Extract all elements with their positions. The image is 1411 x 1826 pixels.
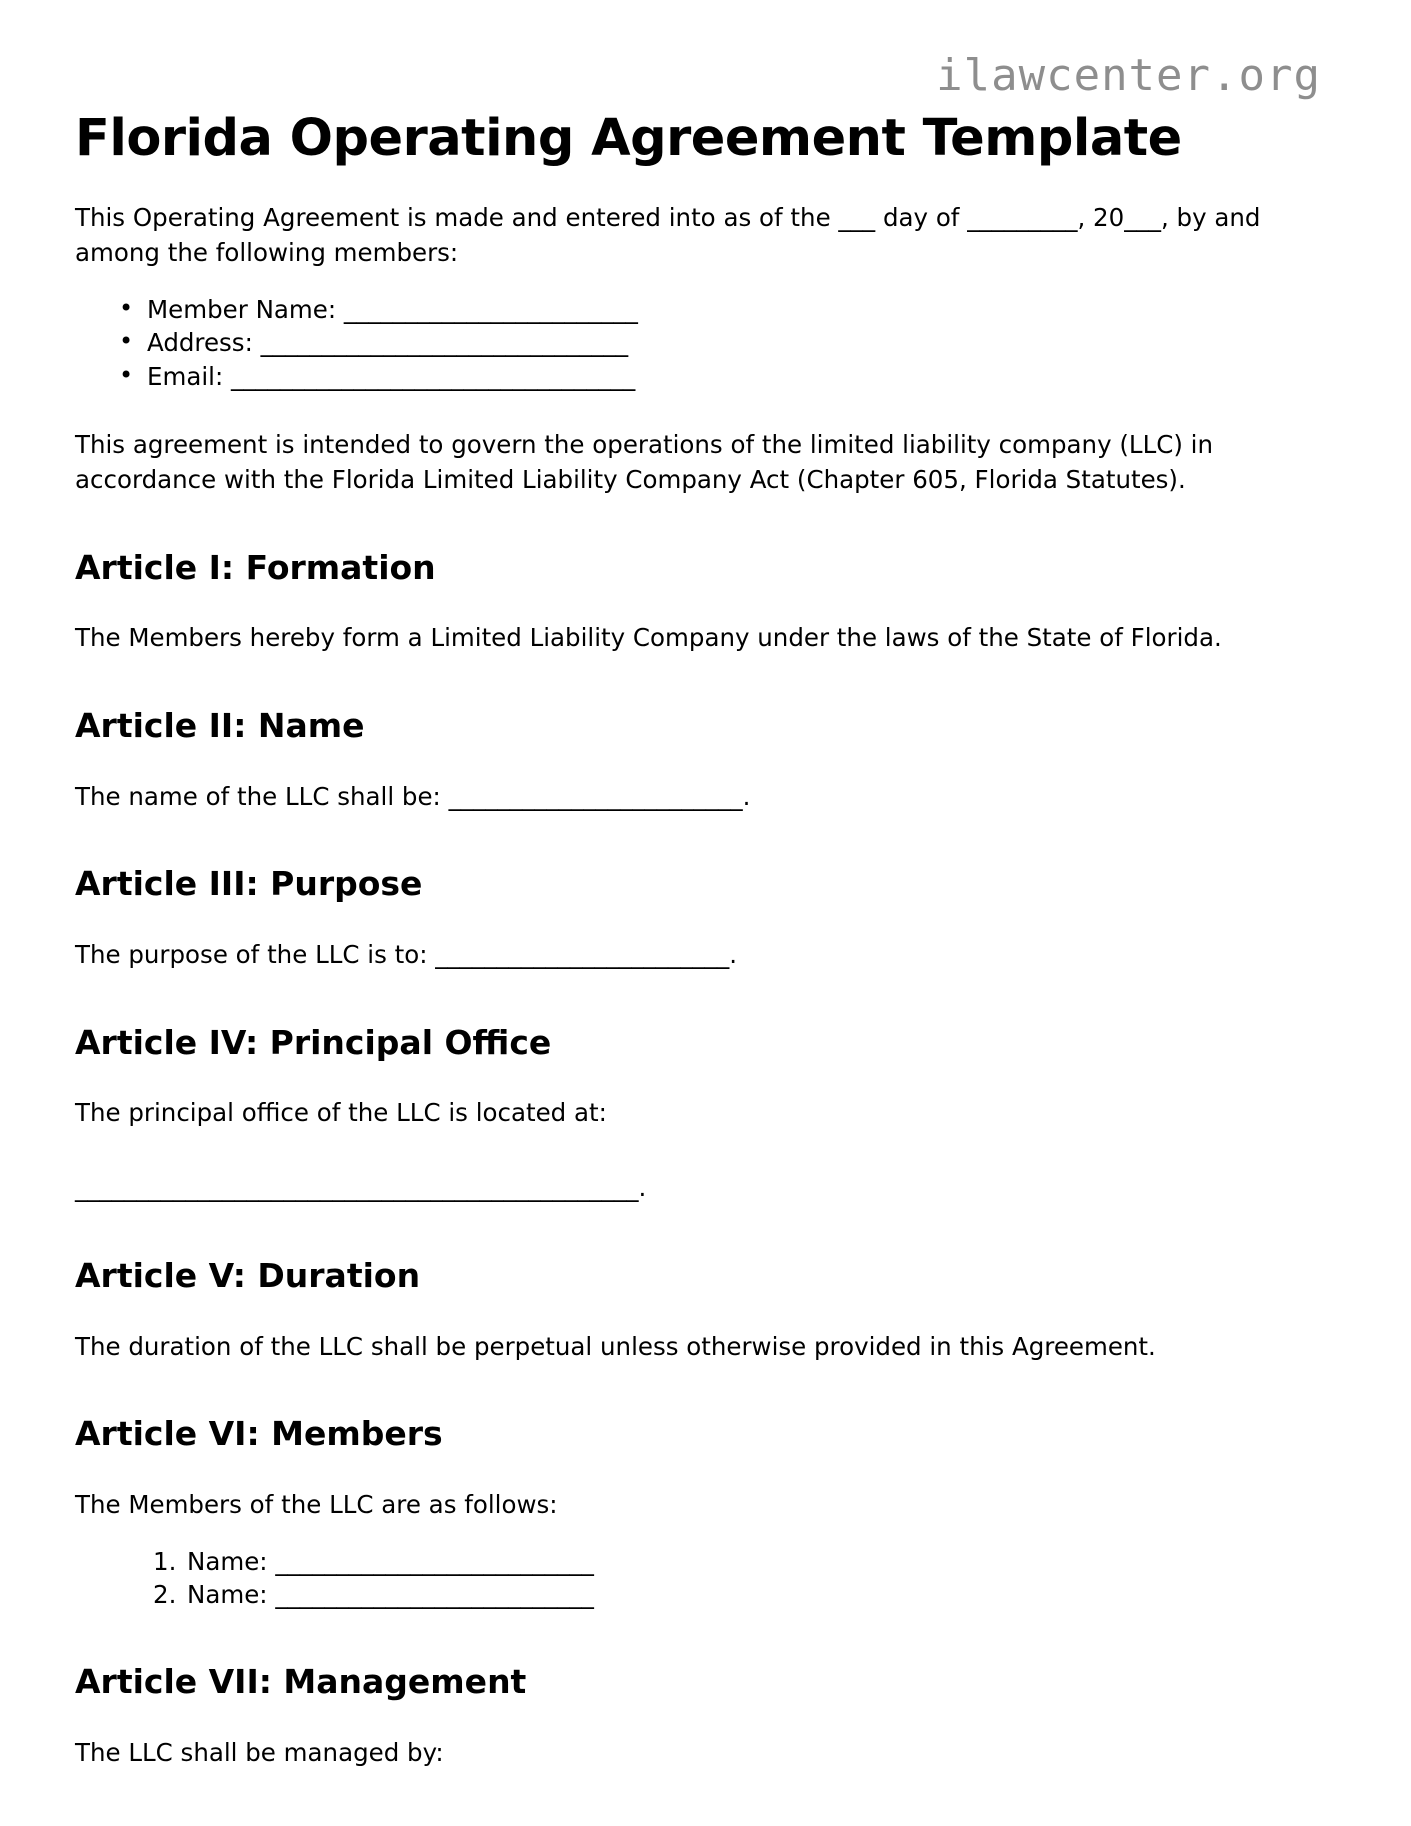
article-body-purpose: The purpose of the LLC is to: ________________________. [75,939,738,969]
article-heading-formation: Article I: Formation [75,547,436,587]
page-title: Florida Operating Agreement Template [75,109,1182,168]
article-body-formation: The Members hereby form a Limited Liability Company under the laws of the State of Florida. [75,623,1222,653]
article-body-duration: The duration of the LLC shall be perpetual unless otherwise provided in this Agreement. [75,1331,1156,1361]
intro-paragraph: This Operating Agreement is made and entered into as of the ___ day of _________, 20___, by and among the following members: [75,203,1261,267]
governing-law-paragraph: This agreement is intended to govern the operations of the limited liability company (LLC) in accordance with the Florida Limited Liability Company Act (Chapter 605, Florida Statutes). [75,430,1214,494]
article-heading-members: Article VI: Members [75,1414,443,1454]
article-body-members: The Members of the LLC are as follows: [75,1489,558,1519]
principal-office-blank-line: ______________________________________________. [75,1173,647,1203]
article-heading-name: Article II: Name [75,706,365,745]
article-body-management: The LLC shall be managed by: [75,1737,444,1767]
article-heading-principal-office: Article IV: Principal Office [75,1022,552,1062]
list-item: • Member Name: ________________________ [147,293,1321,327]
list-item: Name: __________________________ [187,1546,594,1576]
article-body-principal-office: The principal office of the LLC is located at: [75,1098,607,1128]
list-item: • Address: ______________________________ [147,326,1321,360]
article-heading-management: Article VII: Management [75,1662,527,1702]
article-body-name: The name of the LLC shall be: ________________________. [75,781,751,811]
members-name-list [75,1545,1321,1613]
list-item: Name: __________________________ [187,1580,594,1610]
member-info-list [75,293,1321,394]
article-heading-purpose: Article III: Purpose [75,864,423,904]
site-watermark: ilawcenter.org [936,50,1321,101]
article-heading-duration: Article V: Duration [75,1255,421,1295]
list-item: • Email: _________________________________ [147,360,1321,394]
